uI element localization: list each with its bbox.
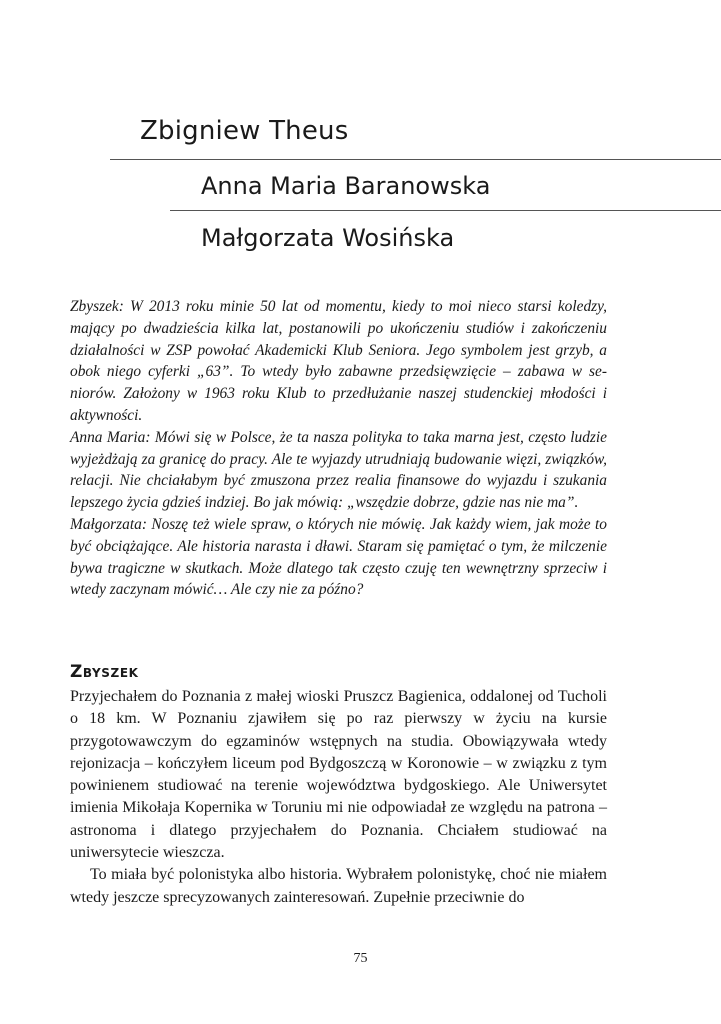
- section-heading: Zbyszek: [70, 662, 139, 682]
- author-name-2: Anna Maria Baranowska: [201, 172, 491, 200]
- body-paragraph: To miała być polonistyka albo historia. Wybrałem polonistykę, choć nie miałem wtedy jeszcze sprecyzowanych zainteresowań. Zupełnie przeciwnie do: [70, 866, 607, 906]
- intro-paragraph: Anna Maria: Mówi się w Polsce, że ta nasza polityka to taka marna jest, często ludzie wyjeżdżają za granicę do pracy. Ale te wyjazdy utrudniają budowanie więzi, związków, relacji. Nie chciałabym być zmuszona przez realia finansowe do wyjazdu i szukania lepszego życia gdzieś indziej. Bo jak mówią: „wszędzie dobrze, gdzie nas nie ma”.: [70, 428, 607, 512]
- intro-paragraph: Zbyszek: W 2013 roku minie 50 lat od momentu, kiedy to moi nieco starsi koledzy, mający po dwadzieścia kilka lat, postanowili po ukończeniu studiów i zakończeniu działalności w ZSP powołać Akademicki Klub Seniora. Jego symbolem jest grzyb, a obok niego cyferki „63”. To wtedy było zabawne przedsięwzięcie – zabawa w seniorów. Założony w 1963 roku Klub to przedłużanie naszej studenckiej młodości i aktywności.: [70, 298, 607, 424]
- intro-block: [70, 296, 607, 601]
- author-name-3: Małgorzata Wosińska: [201, 224, 455, 252]
- page-number: 75: [353, 951, 368, 966]
- intro-paragraph: Małgorzata: Noszę też wiele spraw, o których nie mówię. Jak każdy wiem, jak może to być obciążające. Ale historia narasta i dławi. Staram się pamiętać o tym, że milczenie bywa tragiczne w skutkach. Może dlatego tak często czuję ten wewnętrzny sprzeciw i wtedy zaczynam mówić… Ale czy nie za późno?: [70, 515, 607, 599]
- header-divider-1: [110, 159, 721, 160]
- body-paragraph: Przyjechałem do Poznania z małej wioski Pruszcz Bagienica, oddalonej od Tucholi o 18 km. W Poznaniu zjawiłem się po raz pierwszy w życiu na kursie przygotowawczym do egzaminów wstępnych na studia. Obowiązywała wtedy rejonizacja – kończyłem liceum pod Bydgoszczą w Koronowie – w związku z tym powinienem studiować na terenie województwa bydgoskiego. Ale Uniwersytet imienia Mikołaja Kopernika w Toruniu mi nie odpowiadał ze względu na patrona – astronoma i dlatego przyjechałem do Poznania. Chciałem studiować na uniwersytecie wieszcza.: [70, 688, 607, 862]
- header-divider-2: [170, 210, 721, 211]
- author-name-1: Zbigniew Theus: [140, 116, 349, 146]
- body-text: [70, 686, 607, 909]
